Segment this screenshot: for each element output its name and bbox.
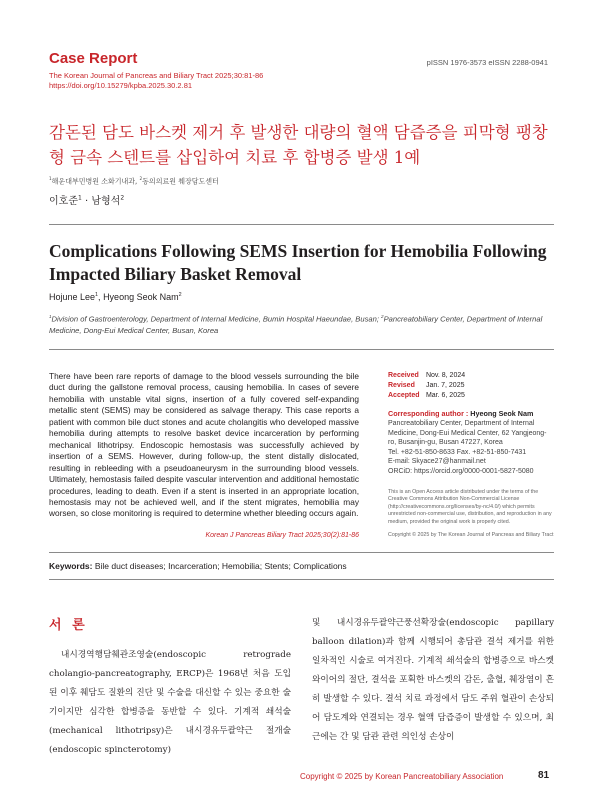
english-author-sep: , — [98, 292, 104, 302]
keywords-label: Keywords: — [49, 561, 93, 571]
english-authors: Hojune Lee$^1$, Hyeong Seok Nam$^2$ — [49, 292, 182, 302]
english-affil-1: Division of Gastroenterology, Department of Internal Medicine, Bumin Hospital Haeundae, Busan; — [51, 314, 382, 324]
corresponding-author-name: Hyeong Seok Nam — [470, 409, 534, 418]
corresponding-author-details — [388, 419, 554, 477]
issn: pISSN 1976-3573 eISSN 2288-0941 — [426, 58, 548, 67]
keywords — [49, 561, 347, 571]
received-date: Nov. 8, 2024 — [425, 372, 466, 379]
page-number: 81 — [538, 770, 550, 781]
divider — [49, 579, 554, 580]
journal-citation: The Korean Journal of Pancreas and Biliary Tract 2025;30:81-86 — [49, 71, 264, 80]
divider — [49, 224, 554, 225]
english-affiliations: $^1$Division of Gastroenterology, Department of Internal Medicine, Bumin Hospital Haeundae, Busan; $^2$Pancreatobiliary Center, Department of Internal Medicine, Dong-Eui Medical Center, Busan, Korea — [49, 314, 543, 335]
intro-right-column — [312, 614, 554, 747]
corr-orcid[interactable]: ORCiD: https://orcid.org/0000-0001-5827-5080 — [388, 467, 534, 475]
english-affil-2: Pancreatobiliary Center, Department of Internal Medicine, Dong-Eui Medical Center, Busan, Korea — [49, 314, 543, 335]
abstract-citation: Korean J Pancreas Biliary Tract 2025;30(2):81-86 — [205, 532, 359, 539]
divider — [49, 349, 554, 350]
abstract-text: There have been rare reports of damage to the blood vessels surrounding the bile duct during the gallstone removal process, causing hemobilia. In cases of severe hemobilia with unstable vital signs, insertion of a fully covered self-expanding metallic stent (SEMS) may be considered as salvage therapy. This case reports a patient with common bile duct stones and acute cholangitis who developed massive hemobilia during attempts to resolve basket device incarceration by performing mechanical lithotripsy. Endoscopic hemostasis was successfully achieved by insertion of a SEMS. However, during follow-up, the stent distally dislocated, resulting in rebleeding with a pseudoaneurysm in the surrounding blood vessels. Ultimately, hemostasis failed despite vascular intervention and additional hemostatic procedures, leading to death. Even if a stent is inserted in an appropriate location, hemostasis may not be achieved well, and if the stent migrates, hemobilia may worsen, so close monitoring is required to determine whether bleeding occurs again. — [49, 371, 359, 519]
english-author-2: Hyeong Seok Nam — [103, 292, 179, 302]
article-type: Case Report — [49, 50, 138, 67]
revised-row — [388, 381, 554, 391]
accepted-date: Mar. 6, 2025 — [425, 392, 465, 399]
keywords-text: Bile duct diseases; Incarceration; Hemobilia; Stents; Complications — [92, 561, 347, 571]
korean-affiliations: $^1$해운대부민병원 소화기내과, $^2$동의의료원 췌장담도센터 — [49, 176, 219, 186]
corr-line: ro, Busanjin-gu, Busan 47227, Korea — [388, 439, 503, 447]
korean-author-sep: · — [81, 196, 92, 207]
doi-link[interactable]: https://doi.org/10.15279/kpba.2025.30.2.81 — [49, 81, 193, 90]
divider — [49, 552, 554, 553]
open-access-notice: This is an Open Access article distributed under the terms of the Creative Commons Attribution Non-Commercial License (http://creativecommons.org/licenses/by-nc/4.0/) which permits unrestricted non-commercial use, distribution, and reproduction in any medium, provided the original work is properly cited. — [388, 488, 552, 525]
intro-left-text: 내시경역행담췌관조영술(endoscopic retrograde cholangio-pancreatography, ERCP)은 1968년 처음 도입된 이후 췌담도 질환의 진단 및 수술을 대신할 수 있는 중요한 술기이지만 심각한 합병증을 동반할 수 있다. 기계적 쇄석술(mechanical lithotripsy)은 내시경유두괄약근 절개술(endoscopic spincterotomy) — [49, 650, 291, 755]
korean-affil-2: 동의의료원 췌장담도센터 — [142, 177, 219, 186]
intro-right-text: 및 내시경유두괄약근풍선확장술(endoscopic papillary balloon dilation)과 함께 시행되어 총담관 결석 제거를 위한 일차적인 시술로 여겨진다. 기계적 쇄석술의 합병증으로 바스켓 와이어의 절단, 결석을 포획한 바스켓의 감돈, 출혈, 췌장염이 흔히 발생할 수 있다. 결석 치료 과정에서 담도 주위 혈관이 손상되어 담도계와 연결되는 경우 혈액 담즙증이 발생할 수 있으며, 최근에는 간 및 담관 관련 의인성 손상이 — [312, 618, 554, 742]
corr-line: Tel. +82-51-850-8633 Fax. +82-51-850-7431 — [388, 448, 527, 456]
received-label: Received — [388, 372, 419, 379]
corr-line: Medicine, Dong-Eui Medical Center, 62 Yangjeong- — [388, 429, 547, 437]
received-row — [388, 371, 554, 381]
korean-affil-1: 해운대부민병원 소화기내과, — [51, 177, 140, 186]
english-title: Complications Following SEMS Insertion for Hemobilia Following Impacted Biliary Basket Removal — [49, 241, 547, 284]
corr-email[interactable]: E-mail: Skyace27@hanmail.net — [388, 458, 486, 466]
korean-authors: 이호준$^1$ · 남형석$^2$ — [49, 194, 125, 207]
revised-date: Jan. 7, 2025 — [425, 382, 465, 389]
korean-title: 감돈된 담도 바스켓 제거 후 발생한 대량의 혈액 담즙증을 피막형 팽창형 금속 스텐트를 삽입하여 치료 후 합병증 발생 1예 — [49, 123, 548, 167]
revised-label: Revised — [388, 382, 415, 389]
korean-author-2: 남형석 — [91, 196, 121, 207]
accepted-row — [388, 391, 554, 401]
corr-line: Pancreatobiliary Center, Department of Internal — [388, 420, 535, 427]
corresponding-author-label: Corresponding author : — [388, 409, 471, 418]
intro-left-column — [49, 646, 291, 760]
english-author-1: Hojune Lee — [49, 292, 96, 302]
accepted-label: Accepted — [388, 392, 420, 399]
article-info-sidebar — [388, 371, 554, 538]
corresponding-author-heading — [388, 409, 554, 419]
footer-copyright: Copyright © 2025 by Korean Pancreatobiliary Association — [300, 772, 504, 781]
korean-author-1: 이호준 — [49, 196, 78, 207]
intro-heading: 서 론 — [49, 618, 88, 633]
journal-copyright: Copyright © 2025 by The Korean Journal of Pancreas and Biliary Tract — [388, 532, 554, 539]
